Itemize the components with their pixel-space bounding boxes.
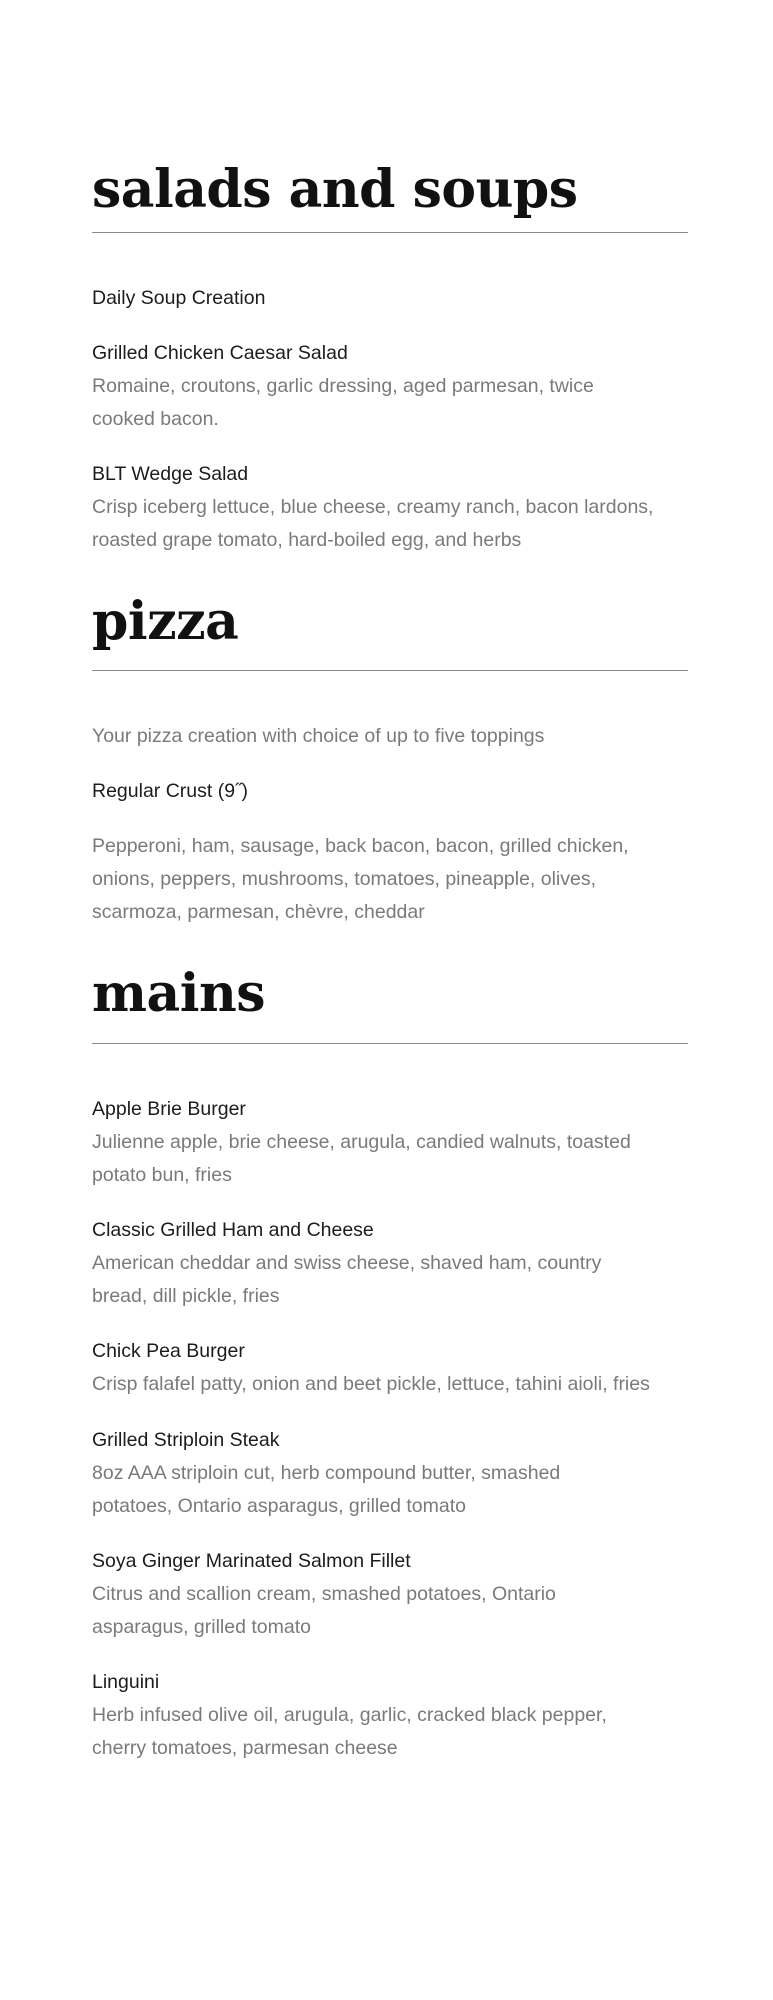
item-description: cooked bacon. [92, 408, 219, 430]
item-description: Pepperoni, ham, sausage, back bacon, bacon, grilled chicken, [92, 835, 629, 857]
item-name: Linguini [92, 1671, 160, 1693]
item-description: potato bun, fries [92, 1164, 232, 1186]
section-title-pizza: pizza [92, 591, 239, 652]
item-name: Apple Brie Burger [92, 1098, 246, 1120]
menu-item [92, 282, 688, 315]
item-name: Grilled Striploin Steak [92, 1429, 280, 1451]
menu-item [92, 1666, 688, 1765]
item-description: Crisp iceberg lettuce, blue cheese, creamy ranch, bacon lardons, [92, 496, 654, 518]
menu-item [92, 1424, 688, 1523]
menu-item [92, 458, 688, 557]
item-name: Regular Crust (9˝) [92, 780, 249, 802]
item-description: asparagus, grilled tomato [92, 1616, 311, 1638]
section-title-mains: mains [92, 963, 266, 1024]
item-description: Romaine, croutons, garlic dressing, aged parmesan, twice [92, 375, 594, 397]
item-name: Daily Soup Creation [92, 287, 266, 309]
pizza-toppings [92, 830, 688, 929]
menu-item [92, 775, 688, 808]
section-title-salads: salads and soups [92, 159, 578, 220]
item-name: Soya Ginger Marinated Salmon Fillet [92, 1550, 411, 1572]
item-name: Grilled Chicken Caesar Salad [92, 342, 348, 364]
item-description: onions, peppers, mushrooms, tomatoes, pineapple, olives, [92, 868, 597, 890]
item-description: 8oz AAA striploin cut, herb compound butter, smashed [92, 1462, 561, 1484]
menu-item [92, 1093, 688, 1192]
item-description: roasted grape tomato, hard-boiled egg, and herbs [92, 529, 522, 551]
section-divider [92, 670, 688, 671]
menu-item [92, 337, 688, 436]
item-name: Classic Grilled Ham and Cheese [92, 1219, 374, 1241]
menu-item [92, 1214, 688, 1313]
item-description: bread, dill pickle, fries [92, 1285, 280, 1307]
item-description: Julienne apple, brie cheese, arugula, candied walnuts, toasted [92, 1131, 631, 1153]
salads-section [92, 160, 688, 220]
item-description: scarmoza, parmesan, chèvre, cheddar [92, 901, 425, 923]
item-description: Crisp falafel patty, onion and beet pickle, lettuce, tahini aioli, fries [92, 1373, 650, 1395]
item-description: Your pizza creation with choice of up to five toppings [92, 725, 545, 747]
mains-section [92, 964, 688, 1024]
item-name: Chick Pea Burger [92, 1340, 245, 1362]
pizza-section [92, 592, 688, 652]
section-divider [92, 232, 688, 233]
menu-item [92, 1545, 688, 1644]
item-description: Citrus and scallion cream, smashed potatoes, Ontario [92, 1583, 556, 1605]
menu-item [92, 1335, 688, 1401]
item-description: potatoes, Ontario asparagus, grilled tomato [92, 1495, 466, 1517]
item-name: BLT Wedge Salad [92, 463, 249, 485]
section-divider [92, 1043, 688, 1044]
pizza-intro [92, 720, 688, 753]
item-description: American cheddar and swiss cheese, shaved ham, country [92, 1252, 602, 1274]
item-description: cherry tomatoes, parmesan cheese [92, 1737, 398, 1759]
item-description: Herb infused olive oil, arugula, garlic, cracked black pepper, [92, 1704, 607, 1726]
